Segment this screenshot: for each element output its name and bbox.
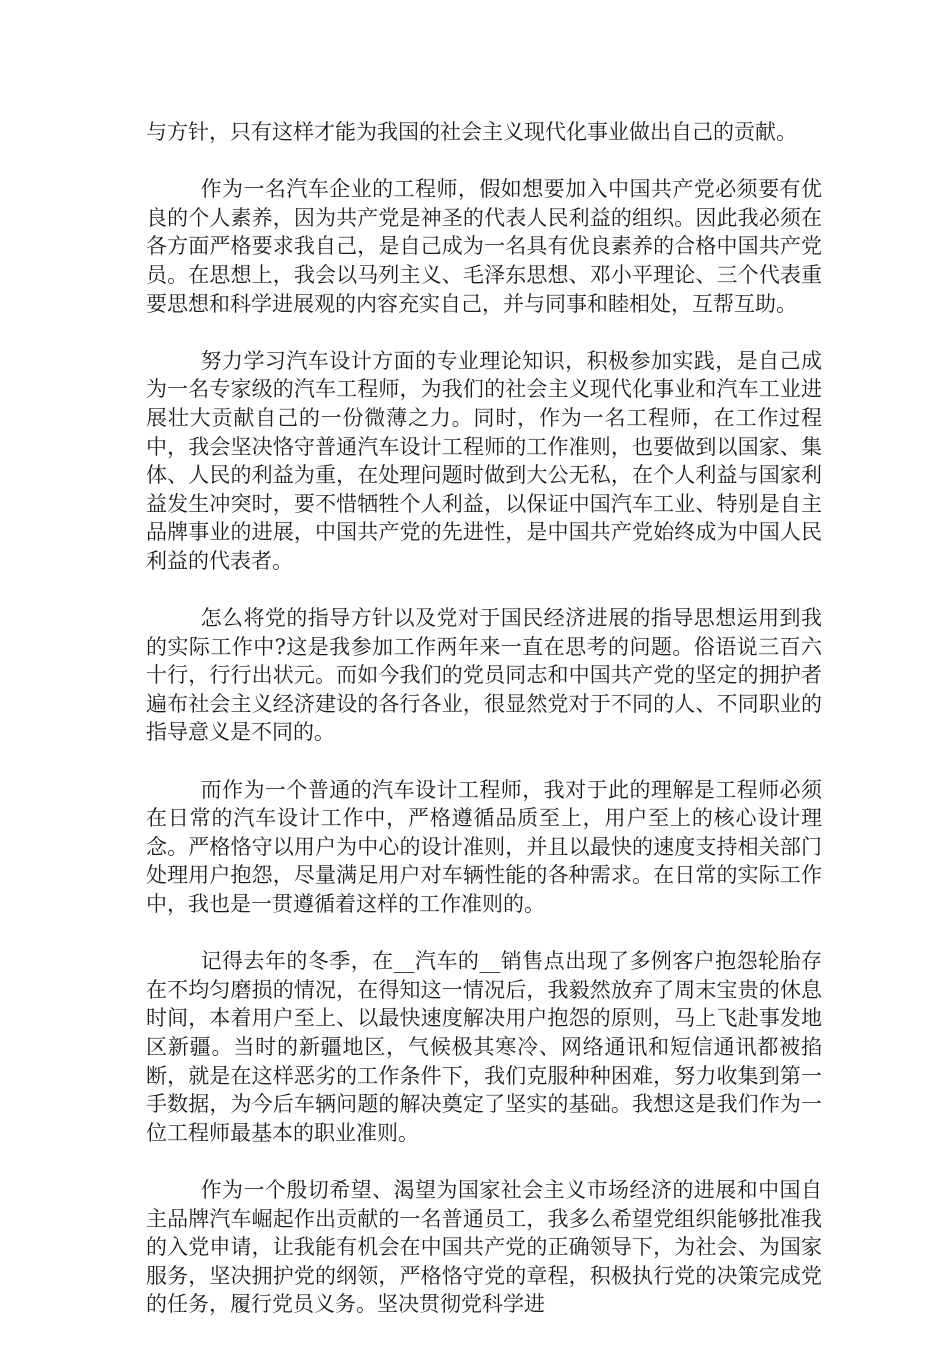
paragraph-personal-quality: 作为一名汽车企业的工程师，假如想要加入中国共产党必须要有优良的个人素养，因为共产党是神圣的代表人民利益的组织。因此我必须在各方面严格要求我自己，是自己成为一名具有优良素养的合格中国共产党员。在思想上，我会以马列主义、毛泽东思想、邓小平理论、三个代表重要思想和科学进展观的内容充实自己，并与同事和睦相处，互帮互助。 [146,177,822,316]
paragraph-guiding-principles: 怎么将党的指导方针以及党对于国民经济进展的指导思想运用到我的实际工作中?这是我参加工作两年来一直在思考的问题。俗语说三百六十行，行行出状元。而如今我们的党员同志和中国共产党的坚定的拥护者遍布社会主义经济建设的各行各业，很显然党对于不同的人、不同职业的指导意义是不同的。 [146,606,822,745]
paragraph-professional-study: 努力学习汽车设计方面的专业理论知识，积极参加实践，是自己成为一名专家级的汽车工程师，为我们的社会主义现代化事业和汽车工业进展壮大贡献自己的一份微薄之力。同时，作为一名工程师，在工作过程中，我会坚决恪守普通汽车设计工程师的工作准则，也要做到以国家、集体、人民的利益为重，在处理问题时做到大公无私，在个人利益与国家利益发生冲突时，要不惜牺牲个人利益，以保证中国汽车工业、特别是自主品牌事业的进展，中国共产党的先进性，是中国共产党始终成为中国人民利益的代表者。 [146,348,822,573]
document-page [146,118,822,1348]
paragraph-engineer-understanding: 而作为一个普通的汽车设计工程师，我对于此的理解是工程师必须在日常的汽车设计工作中，严格遵循品质至上，用户至上的核心设计理念。严格恪守以用户为中心的设计准则，并且以最快的速度支持相关部门处理用户抱怨，尽量满足用户对车辆性能的各种需求。在日常的实际工作中，我也是一贯遵循着这样的工作准则的。 [146,777,822,917]
paragraph-application-wish: 作为一个殷切希望、渴望为国家社会主义市场经济的进展和中国自主品牌汽车崛起作出贡献的一名普通员工，我多么希望党组织能够批准我的入党申请，让我能有机会在中国共产党的正确领导下，为社会、为国家服务，坚决拥护党的纲领，严格恪守党的章程，积极执行党的决策完成党的任务，履行党员义务。坚决贯彻党科学进 [146,1177,822,1317]
paragraph-continuation: 与方针，只有这样才能为我国的社会主义现代化事业做出自己的贡献。 [146,120,797,144]
paragraph-winter-incident: 记得去年的冬季，在__汽车的__销售点出现了多例客户抱怨轮胎存在不均匀磨损的情况，在得知这一情况后，我毅然放弃了周末宝贵的休息时间，本着用户至上、以最快速度解决用户抱怨的原则，马上飞赴事发地区新疆。当时的新疆地区，气候极其寒冷、网络通讯和短信通讯都被掐断，就是在这样恶劣的工作条件下，我们克服种种困难，努力收集到第一手数据，为今后车辆问题的解决奠定了坚实的基础。我想这是我们作为一位工程师最基本的职业准则。 [146,949,822,1145]
